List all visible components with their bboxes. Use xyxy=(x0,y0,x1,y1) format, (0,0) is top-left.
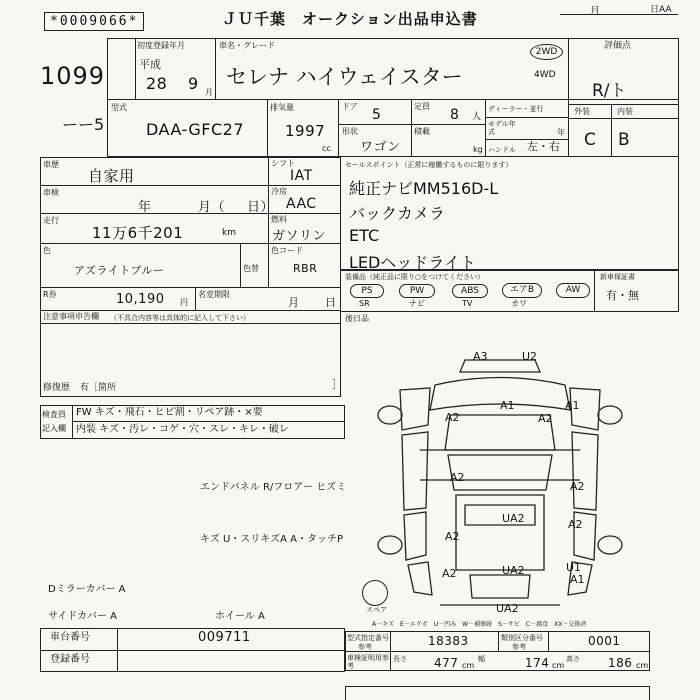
recycle-unit: 円 xyxy=(180,298,188,307)
drive-2wd: 2WD xyxy=(530,44,563,60)
load-label: 積載 xyxy=(414,127,430,136)
inspector-label-2: 記入欄 xyxy=(42,424,66,433)
displacement-unit: cc xyxy=(322,144,331,153)
damage-mark: A2 xyxy=(450,471,465,484)
dimensions-label: 車検証明用参考 xyxy=(347,654,389,670)
color-code-value: RBR xyxy=(293,262,318,275)
length-label: 長さ xyxy=(393,655,407,663)
inspection-month: 月（ xyxy=(198,200,226,215)
recycle-value: 10,190 xyxy=(116,292,165,307)
car-damage-diagram xyxy=(360,340,640,620)
height-unit: cm xyxy=(636,661,649,670)
width-label: 幅 xyxy=(478,655,485,663)
category-number-label: 類別区分番号 xyxy=(501,634,543,642)
shift-value: IAT xyxy=(290,168,313,184)
inspection-label: 車検 xyxy=(43,188,59,197)
equipment-aw: AW xyxy=(556,283,590,298)
name-change-month: 月 xyxy=(288,296,300,309)
chassis-number-label: 車台番号 xyxy=(50,632,90,643)
handle-label: ハンドル xyxy=(488,146,516,154)
body-shape-value: ワゴン xyxy=(360,140,401,155)
equipment-abs: ABS xyxy=(452,284,488,298)
exterior-label: 外装 xyxy=(574,107,590,116)
type-designation-label: 型式指定番号 xyxy=(347,634,389,642)
equipment-sr: SR xyxy=(359,299,370,308)
equipment-pw: PW xyxy=(399,284,435,298)
load-unit: kg xyxy=(473,145,483,154)
damage-mark: A2 xyxy=(442,567,457,580)
mileage-value: 11万6千201 xyxy=(92,224,184,242)
name-change-day: 日 xyxy=(325,296,337,309)
damage-legend: A－キズ E－エクボ U－凹み W－補修跡 S－サビ C－腐食 XX－交換済 xyxy=(372,621,587,628)
handwritten-note-5: ホイール A xyxy=(215,611,265,622)
width-unit: cm xyxy=(552,661,565,670)
mileage-unit: km xyxy=(222,228,236,238)
repair-history-close: ］ xyxy=(332,380,342,391)
category-number-label-2: 参考 xyxy=(512,643,526,651)
sales-point-4: LEDヘッドライト xyxy=(349,253,476,272)
type-designation-label-2: 参考 xyxy=(358,643,372,651)
recycle-label: R券 xyxy=(43,290,57,299)
shift-label: シフト xyxy=(271,159,295,168)
form-title: ＪＵ千葉 オークション出品申込書 xyxy=(222,10,478,28)
displacement-label: 排気量 xyxy=(270,103,294,112)
handwritten-note-3: Dミラーカバー A xyxy=(48,584,126,595)
damage-mark: A2 xyxy=(445,411,460,424)
doors-label: ドア xyxy=(342,102,358,111)
width-value: 174 xyxy=(525,656,550,670)
color-repaint-label: 色替 xyxy=(243,264,259,273)
lot-number: 1099 xyxy=(40,62,106,90)
damage-mark: A3 xyxy=(473,350,488,363)
dealer-label: ディーラー・並行 xyxy=(488,105,544,113)
header-month: 月 xyxy=(590,6,600,17)
inspector-fw-line: FW キズ・飛石・ヒビ割・リペア跡・×要 xyxy=(76,407,263,418)
history-value: 自家用 xyxy=(88,167,135,185)
damage-mark: A1 xyxy=(565,399,580,412)
damage-mark: A2 xyxy=(538,412,553,425)
back-seal-label: 後日品 xyxy=(345,314,369,323)
rating-value: R/ト xyxy=(592,81,627,101)
repair-history-value: 有［箇所 xyxy=(80,383,117,393)
damage-mark: A1 xyxy=(570,573,585,586)
damage-mark: A1 xyxy=(500,399,515,412)
history-label: 車歴 xyxy=(43,160,59,169)
capacity-label: 定員 xyxy=(414,102,430,111)
ac-label: 冷房 xyxy=(271,187,287,196)
equipment-navi: ナビ xyxy=(409,299,425,308)
inspector-interior-line: 内装 キズ・汚レ・コゲ・穴・スレ・キレ・破レ xyxy=(76,424,289,435)
margin-scribble: ーー5 xyxy=(62,115,105,134)
notes-label: 注意事項申告欄 xyxy=(43,312,99,321)
equipment-label: 装備品（純正品に限り○をつけてください） xyxy=(345,273,485,281)
serial-number: *0009066* xyxy=(44,12,144,31)
first-registration-era: 平成 xyxy=(139,58,161,71)
model-label: 型式 xyxy=(111,103,127,112)
drive-4wd: 4WD xyxy=(534,70,556,80)
category-number-value: 0001 xyxy=(588,634,621,648)
sales-points-label: セールスポイント（正常に稼働するものに限ります） xyxy=(345,161,513,169)
sales-point-3: ETC xyxy=(349,226,380,245)
warranty-value: 有・無 xyxy=(606,289,639,302)
damage-mark: U2 xyxy=(522,350,538,363)
spare-tire-icon xyxy=(362,580,388,606)
damage-mark: U1 xyxy=(566,561,582,574)
damage-mark: A2 xyxy=(570,480,585,493)
interior-grade: B xyxy=(618,130,630,150)
first-registration-month: 9 xyxy=(188,74,199,93)
displacement-value: 1997 xyxy=(285,122,326,140)
fuel-value: ガソリン xyxy=(272,229,327,244)
fuel-label: 燃料 xyxy=(271,215,287,224)
mileage-label: 走行 xyxy=(43,216,59,225)
rating-label: 評価点 xyxy=(604,41,632,51)
color-label: 色 xyxy=(43,246,51,255)
length-unit: cm xyxy=(462,661,475,670)
damage-mark: A2 xyxy=(568,518,583,531)
spare-label: スペア xyxy=(366,606,387,614)
equipment-tv: TV xyxy=(462,299,473,308)
capacity-value: 8 xyxy=(450,107,460,123)
damage-mark: UA2 xyxy=(502,564,525,577)
sales-point-2: バックカメラ xyxy=(349,204,446,223)
height-value: 186 xyxy=(608,656,633,670)
registration-number-label: 登録番号 xyxy=(50,654,90,665)
first-registration-label: 初度登録年月 xyxy=(137,41,185,50)
car-name-value: セレナ ハイウェイスター xyxy=(226,65,463,89)
equipment-leather: カワ xyxy=(511,299,527,308)
damage-mark: A2 xyxy=(445,530,460,543)
inspector-label-1: 検査員 xyxy=(42,410,66,419)
inspection-year: 年 xyxy=(138,200,152,215)
exterior-grade: C xyxy=(584,130,596,150)
type-designation-value: 18383 xyxy=(428,634,469,648)
color-value: アズライトブルー xyxy=(74,264,165,277)
header-day: 日AA xyxy=(650,5,672,15)
doors-value: 5 xyxy=(372,107,382,123)
handwritten-note-1: エンドパネル R/フロアー ヒズミ xyxy=(200,482,347,493)
warranty-label: 新車保証書 xyxy=(600,273,635,281)
handle-value: 左・右 xyxy=(527,140,560,153)
body-shape-label: 形状 xyxy=(342,127,358,136)
sales-point-1: 純正ナビMM516D-L xyxy=(349,179,499,198)
name-change-label: 名変期限 xyxy=(198,290,230,299)
model-year-unit: 年 xyxy=(557,128,565,137)
equipment-ps: PS xyxy=(350,284,384,298)
handwritten-note-2: キズ U・スリキズA A・タッチP xyxy=(200,534,343,545)
interior-label: 内装 xyxy=(617,107,633,116)
damage-mark: UA2 xyxy=(502,512,525,525)
handwritten-note-4: サイドカバー A xyxy=(48,611,118,622)
length-value: 477 xyxy=(434,656,459,670)
first-registration-year: 28 xyxy=(146,74,168,93)
model-value: DAA-GFC27 xyxy=(146,120,245,139)
repair-history-label: 修復歴 xyxy=(43,383,71,393)
chassis-number-value: 009711 xyxy=(198,630,251,645)
damage-mark: UA2 xyxy=(496,602,519,615)
capacity-unit: 人 xyxy=(472,112,482,122)
model-year-label: モデル年式 xyxy=(488,120,516,136)
height-label: 高さ xyxy=(566,655,580,663)
inspection-day: 日） xyxy=(247,200,275,215)
color-code-label: 色コード xyxy=(271,246,303,255)
equipment-airbag: エアB xyxy=(502,283,542,298)
notes-hint: （不具合内容等は具体的に記入して下さい） xyxy=(110,314,250,322)
ac-value: AAC xyxy=(286,196,317,212)
car-name-label: 車名・グレード xyxy=(219,41,275,50)
first-registration-month-unit: 月 xyxy=(205,88,213,97)
